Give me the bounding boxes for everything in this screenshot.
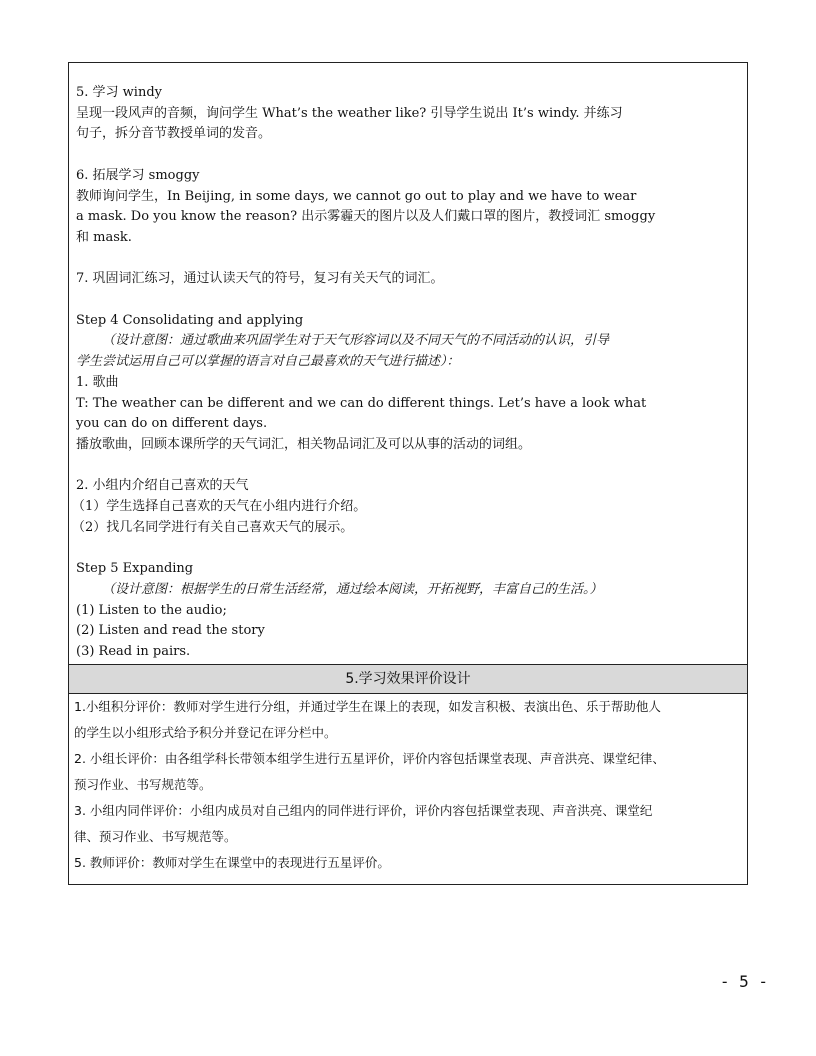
song-line: you can do on different days. <box>76 416 268 432</box>
section-5-heading: 5. 学习 windy <box>76 85 162 100</box>
section-6-line: 和 mask. <box>76 229 132 245</box>
step-5-title: Step 5 Expanding <box>76 561 194 577</box>
evaluation-line: 5. 教师评价：教师对学生在课堂中的表现进行五星评价。 <box>74 855 390 870</box>
step-4-intent: 学生尝试运用自己可以掌握的语言对自己最喜欢的天气进行描述）： <box>76 354 460 370</box>
song-line: T: The weather can be different and we can do different things. Let’s have a look what <box>76 395 647 411</box>
step-5-item: (1) Listen to the audio; <box>76 602 227 618</box>
section-6-heading: 6. 拓展学习 smoggy <box>76 167 200 183</box>
step-5-item: (2) Listen and read the story <box>76 623 265 639</box>
group-heading: 2. 小组内介绍自己喜欢的天气 <box>76 478 249 494</box>
lesson-steps-cell <box>69 63 747 664</box>
evaluation-line: 3. 小组内同伴评价：小组内成员对自己组内的同伴进行评价，评价内容包括课堂表现、声音洪亮、课堂纪 <box>74 803 653 818</box>
step-5-intent: （设计意图：根据学生的日常生活经常，通过绘本阅读，开拓视野，丰富自己的生活。） <box>102 581 603 597</box>
step-4-intent: （设计意图：通过歌曲来巩固学生对于天气形容词以及不同天气的不同活动的认识，引导 <box>102 333 610 349</box>
evaluation-header: 5.学习效果评价设计 <box>69 664 747 694</box>
step-4-title: Step 4 Consolidating and applying <box>76 312 304 328</box>
section-6-line: 教师询问学生，In Beijing, in some days, we cannot go out to play and we have to wear <box>76 188 637 204</box>
section-5-line: 呈现一段风声的音频，询问学生 What’s the weather like? 引导学生说出 It’s windy. 并练习 <box>76 105 623 121</box>
evaluation-line: 1.小组积分评价：教师对学生进行分组，并通过学生在课上的表现，如发言积极、表演出色、乐于帮助他人 <box>74 699 661 714</box>
page-number: - 5 - <box>719 972 768 991</box>
lesson-plan-table <box>68 62 748 885</box>
song-line: 播放歌曲，回顾本课所学的天气词汇，相关物品词汇及可以从事的活动的词组。 <box>76 436 532 452</box>
section-6-line: a mask. Do you know the reason? 出示雾霾天的图片以及人们戴口罩的图片，教授词汇 smoggy <box>76 209 656 225</box>
evaluation-cell <box>69 694 747 884</box>
section-5-line: 句子，拆分音节教授单词的发音。 <box>76 126 272 142</box>
song-heading: 1. 歌曲 <box>76 374 119 390</box>
group-line: （1）学生选择自己喜欢的天气在小组内进行介绍。 <box>72 499 367 514</box>
evaluation-line: 预习作业、书写规范等。 <box>74 777 212 792</box>
step-5-item: (3) Read in pairs. <box>76 643 191 659</box>
evaluation-line: 律、预习作业、书写规范等。 <box>74 829 237 844</box>
group-line: （2）找几名同学进行有关自己喜欢天气的展示。 <box>72 519 354 535</box>
evaluation-line: 的学生以小组形式给予积分并登记在评分栏中。 <box>74 725 337 740</box>
section-7-heading: 7. 巩固词汇练习，通过认读天气的符号，复习有关天气的词汇。 <box>76 271 444 287</box>
evaluation-line: 2. 小组长评价：由各组学科长带领本组学生进行五星评价，评价内容包括课堂表现、声音洪亮、课堂纪律、 <box>74 751 665 766</box>
